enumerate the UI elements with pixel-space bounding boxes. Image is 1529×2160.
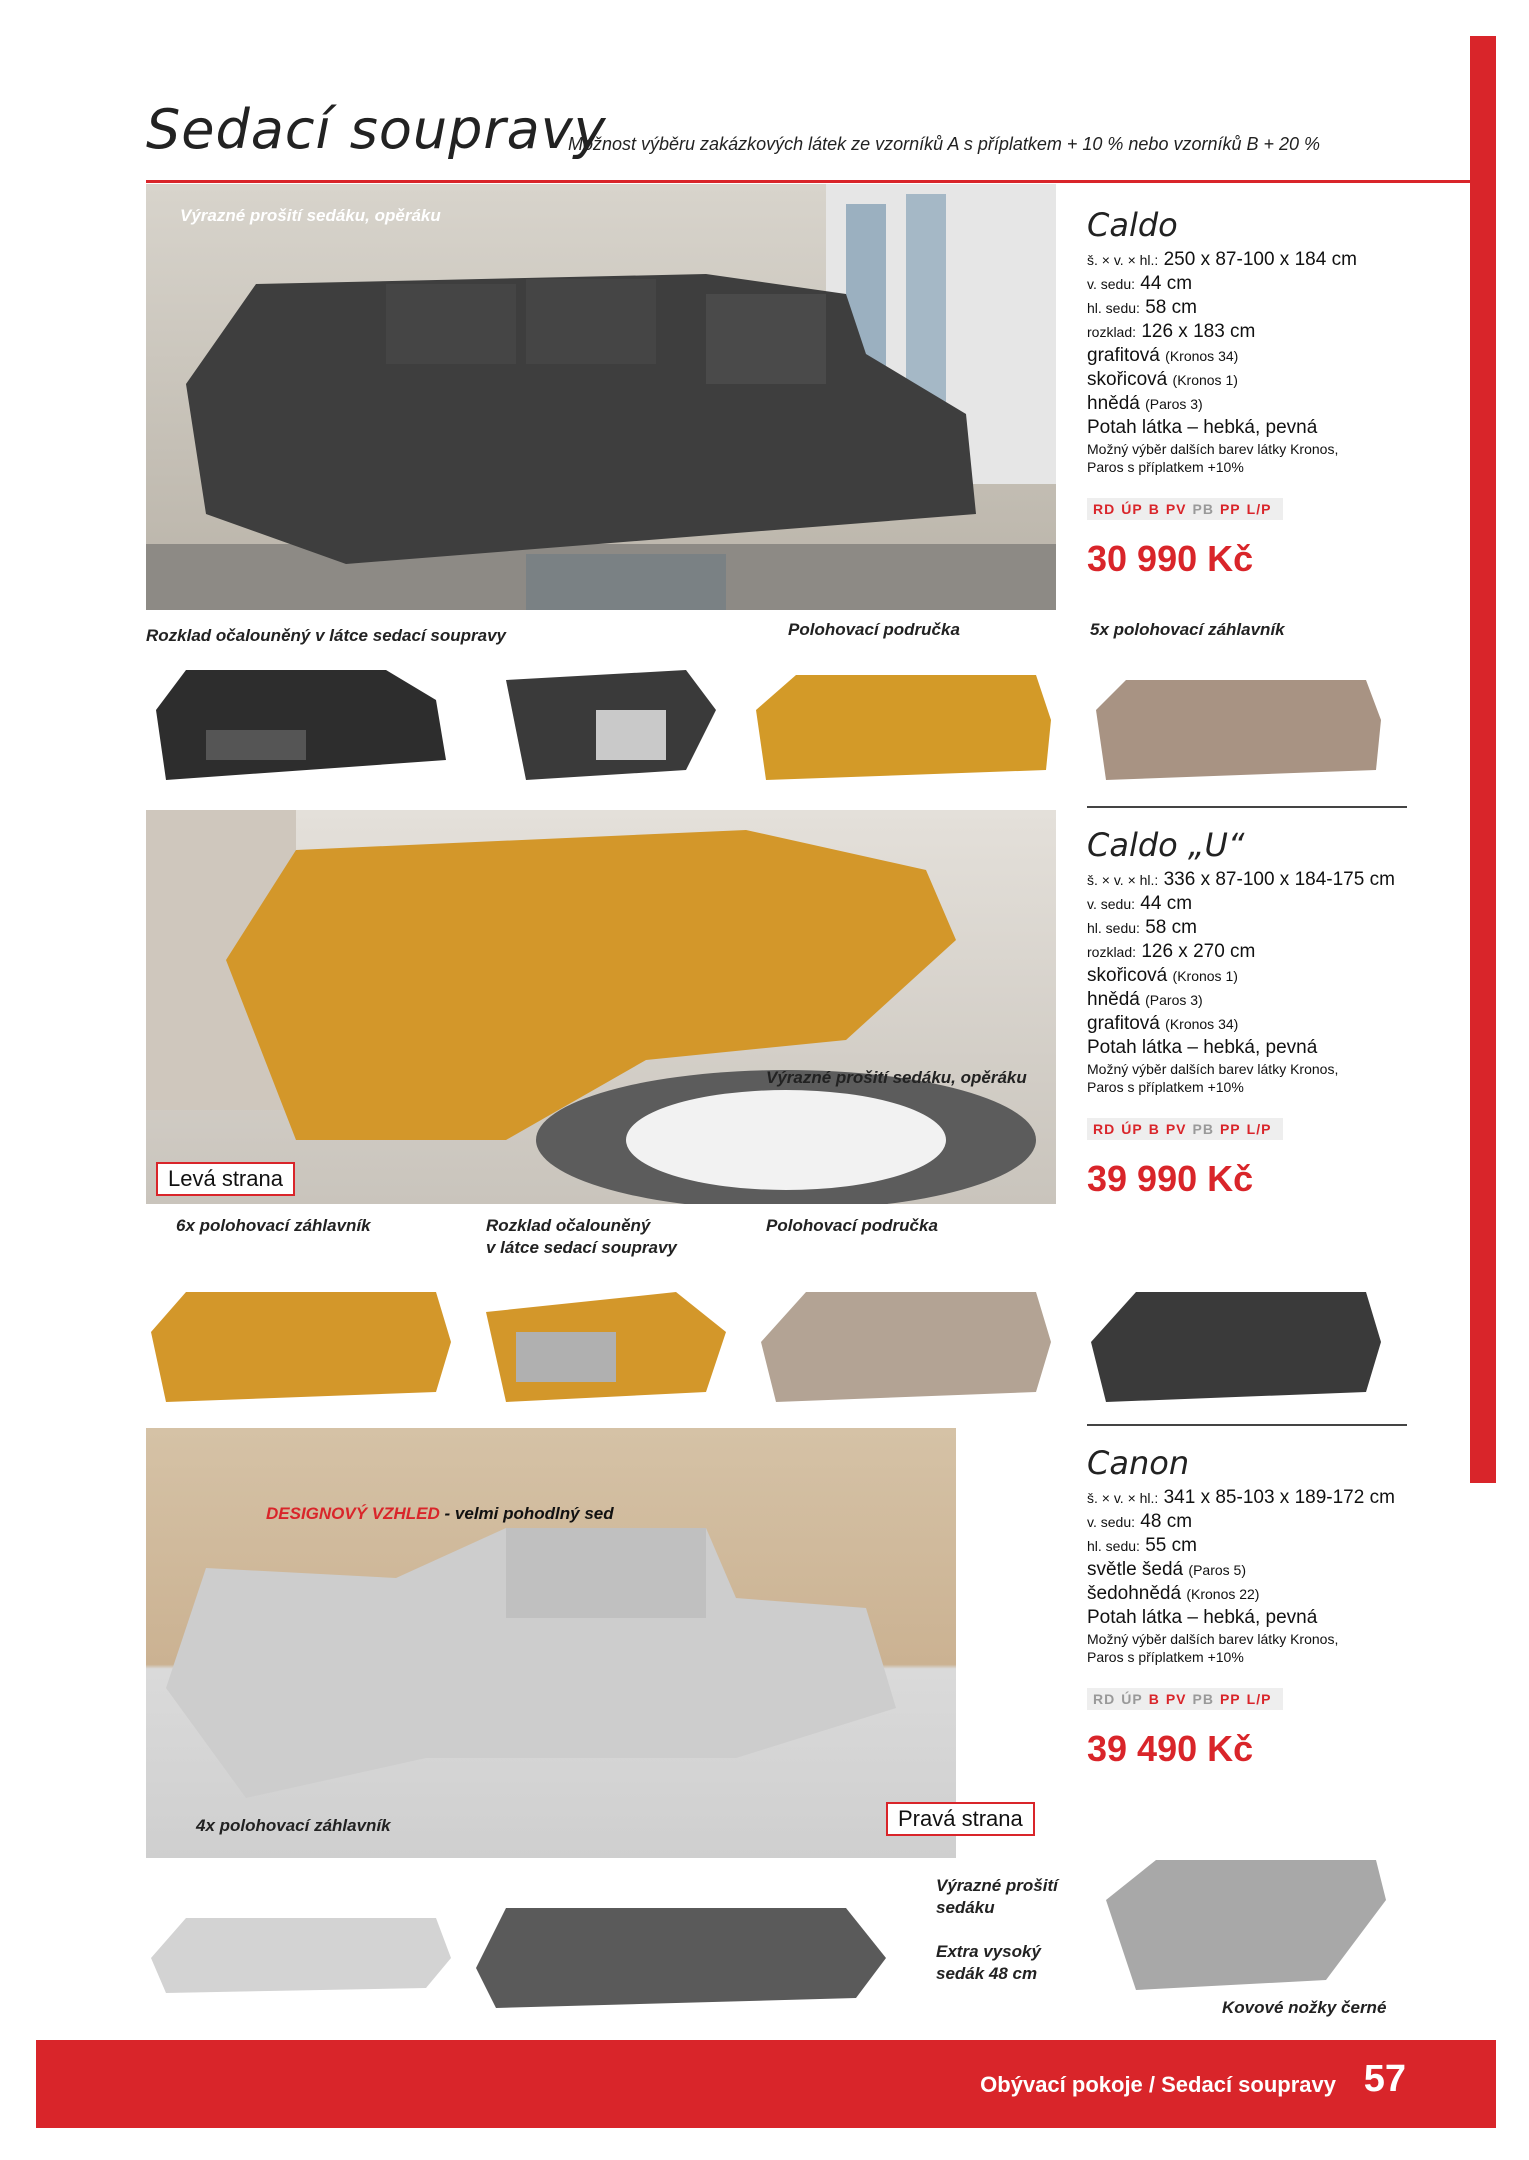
caldo-hero-caption: Výrazné prošití sedáku, opěráku: [180, 206, 441, 225]
caldo-u-thumb-dark: [1086, 1262, 1386, 1412]
tag: L/P: [1246, 501, 1272, 517]
caldo-u-hero-caption: Výrazné prošití sedáku, opěráku: [766, 1068, 1027, 1087]
tag: B: [1148, 1121, 1160, 1137]
canon-design-caption: [266, 1504, 614, 1524]
thumb-caption: 5x polohovací záhlavník: [1090, 620, 1285, 639]
fabric-text: Potah látka – hebká, pevná: [1087, 417, 1318, 438]
seat-height-label: v. sedu:: [1087, 1514, 1135, 1530]
dims-label: š. × v. × hl.:: [1087, 872, 1159, 888]
dims-value: 336 x 87-100 x 184-175 cm: [1163, 869, 1395, 890]
page-title: Sedací soupravy: [146, 98, 607, 161]
tag: PV: [1165, 501, 1187, 517]
tag: B: [1148, 501, 1160, 517]
color-name: grafitová: [1087, 1013, 1160, 1034]
tag: PB: [1192, 501, 1214, 517]
caldo-hero-photo: [146, 184, 1056, 610]
caldo-u-name: Caldo „U“: [1087, 826, 1245, 864]
caldo-thumb-armrest: [746, 650, 1056, 790]
color-code: (Kronos 1): [1172, 372, 1238, 388]
thumb-caption: Kovové nožky černé: [1222, 1998, 1387, 2017]
color-code: (Kronos 1): [1172, 968, 1238, 984]
tag: PV: [1165, 1121, 1187, 1137]
color-code: (Paros 3): [1145, 992, 1203, 1008]
color-code: (Paros 5): [1188, 1562, 1246, 1578]
tag: PP: [1219, 1121, 1241, 1137]
caldo-u-thumb-armrest: [756, 1262, 1056, 1412]
canon-name: Canon: [1087, 1444, 1190, 1482]
page-number: 57: [1363, 2058, 1406, 2100]
section-divider: [1087, 1424, 1407, 1426]
footer-section: Obývací pokoje / Sedací soupravy: [980, 2072, 1336, 2097]
note-line: Možný výběr dalších barev látky Kronos,: [1087, 1061, 1339, 1077]
seat-height-value: 48 cm: [1140, 1511, 1193, 1532]
caldo-thumb-headrests: [1086, 650, 1386, 790]
tag: ÚP: [1121, 1691, 1143, 1707]
tag: PP: [1219, 501, 1241, 517]
note-line: Možný výběr dalších barev látky Kronos,: [1087, 441, 1339, 457]
canon-hero-photo: [146, 1428, 956, 1858]
feature-tags: [1087, 1118, 1283, 1140]
color-name: grafitová: [1087, 345, 1160, 366]
color-code: (Kronos 34): [1165, 1016, 1239, 1032]
seat-height-value: 44 cm: [1140, 893, 1193, 914]
color-name: skořicová: [1087, 965, 1168, 986]
bed-value: 126 x 270 cm: [1141, 941, 1256, 962]
tag: PB: [1192, 1691, 1214, 1707]
bed-value: 126 x 183 cm: [1141, 321, 1256, 342]
design-caption-highlight: DESIGNOVÝ VZHLED: [266, 1504, 440, 1523]
section-divider: [1087, 806, 1407, 808]
caldo-u-hero-photo: [146, 810, 1056, 1204]
color-name: šedohnědá: [1087, 1583, 1182, 1604]
tag: RD: [1093, 1121, 1116, 1137]
color-code: (Kronos 34): [1165, 348, 1239, 364]
caldo-u-price: 39 990 Kč: [1087, 1158, 1254, 1199]
seat-depth-label: hl. sedu:: [1087, 920, 1140, 936]
thumb-caption: Polohovací područka: [766, 1216, 938, 1235]
tag: L/P: [1246, 1121, 1272, 1137]
feature-tags: [1087, 1688, 1283, 1710]
thumb-caption: Rozklad očalouněný: [486, 1216, 651, 1235]
seat-depth-value: 58 cm: [1145, 917, 1197, 938]
caldo-spec: [1087, 206, 1427, 580]
side-accent-bar: [1470, 36, 1496, 1483]
page-footer: [36, 2040, 1496, 2128]
color-code: (Kronos 22): [1186, 1586, 1260, 1602]
color-name: světle šedá: [1087, 1559, 1184, 1580]
note-line: Paros s příplatkem +10%: [1087, 1649, 1244, 1665]
caldo-thumb-storage: [486, 650, 726, 790]
caldo-name: Caldo: [1087, 206, 1178, 244]
thumb-caption: v látce sedací soupravy: [486, 1238, 677, 1257]
caldo-u-thumb-headrests: [146, 1262, 456, 1412]
caldo-thumb-bed: [146, 650, 446, 790]
tag: ÚP: [1121, 1121, 1143, 1137]
tag: L/P: [1246, 1691, 1272, 1707]
canon-headrest-caption: 4x polohovací záhlavník: [196, 1816, 391, 1835]
thumb-caption: sedáku: [936, 1898, 995, 1917]
bed-label: rozklad:: [1087, 324, 1137, 340]
fabric-text: Potah látka – hebká, pevná: [1087, 1037, 1318, 1058]
color-name: hnědá: [1087, 989, 1140, 1010]
note-line: Paros s příplatkem +10%: [1087, 1079, 1244, 1095]
caldo-u-thumb-storage: [476, 1262, 736, 1412]
bed-label: rozklad:: [1087, 944, 1137, 960]
canon-price: 39 490 Kč: [1087, 1728, 1254, 1769]
tag: RD: [1093, 501, 1116, 517]
header-rule: [146, 180, 1470, 183]
seat-height-label: v. sedu:: [1087, 896, 1135, 912]
page-subtitle: Možnost výběru zakázkových látek ze vzorníků A s příplatkem + 10 % nebo vzorníků B + 20 %: [568, 134, 1321, 154]
color-code: (Paros 3): [1145, 396, 1203, 412]
seat-height-label: v. sedu:: [1087, 276, 1135, 292]
side-label: Levá strana: [156, 1162, 295, 1196]
canon-thumb-headrests: [146, 1868, 456, 2018]
caldo-u-spec: [1087, 826, 1427, 1200]
dims-label: š. × v. × hl.:: [1087, 252, 1159, 268]
thumb-caption: sedák 48 cm: [936, 1964, 1038, 1983]
note-line: Paros s příplatkem +10%: [1087, 459, 1244, 475]
thumb-caption: Rozklad očalouněný v látce sedací soupravy: [146, 626, 506, 645]
thumb-caption: Polohovací područka: [788, 620, 960, 639]
dims-value: 341 x 85-103 x 189-172 cm: [1163, 1487, 1395, 1508]
note-line: Možný výběr dalších barev látky Kronos,: [1087, 1631, 1339, 1647]
seat-depth-value: 58 cm: [1145, 297, 1197, 318]
canon-thumb-legs: [1096, 1840, 1386, 2000]
dims-value: 250 x 87-100 x 184 cm: [1163, 249, 1357, 270]
design-caption-rest: - velmi pohodlný sed: [439, 1504, 614, 1523]
canon-spec: [1087, 1444, 1427, 1770]
seat-height-value: 44 cm: [1140, 273, 1193, 294]
seat-depth-value: 55 cm: [1145, 1535, 1197, 1556]
feature-tags: [1087, 498, 1283, 520]
side-label: Pravá strana: [886, 1802, 1035, 1836]
thumb-caption: Výrazné prošití: [936, 1876, 1058, 1895]
color-name: hnědá: [1087, 393, 1140, 414]
thumb-caption: 6x polohovací záhlavník: [176, 1216, 371, 1235]
color-name: skořicová: [1087, 369, 1168, 390]
tag: ÚP: [1121, 501, 1143, 517]
caldo-price: 30 990 Kč: [1087, 538, 1254, 579]
tag: PV: [1165, 1691, 1187, 1707]
fabric-text: Potah látka – hebká, pevná: [1087, 1607, 1318, 1628]
tag: PP: [1219, 1691, 1241, 1707]
tag: RD: [1093, 1691, 1116, 1707]
tag: PB: [1192, 1121, 1214, 1137]
seat-depth-label: hl. sedu:: [1087, 1538, 1140, 1554]
tag: B: [1148, 1691, 1160, 1707]
thumb-caption: Extra vysoký: [936, 1942, 1041, 1961]
seat-depth-label: hl. sedu:: [1087, 300, 1140, 316]
canon-thumb-dark: [466, 1868, 926, 2018]
dims-label: š. × v. × hl.:: [1087, 1490, 1159, 1506]
